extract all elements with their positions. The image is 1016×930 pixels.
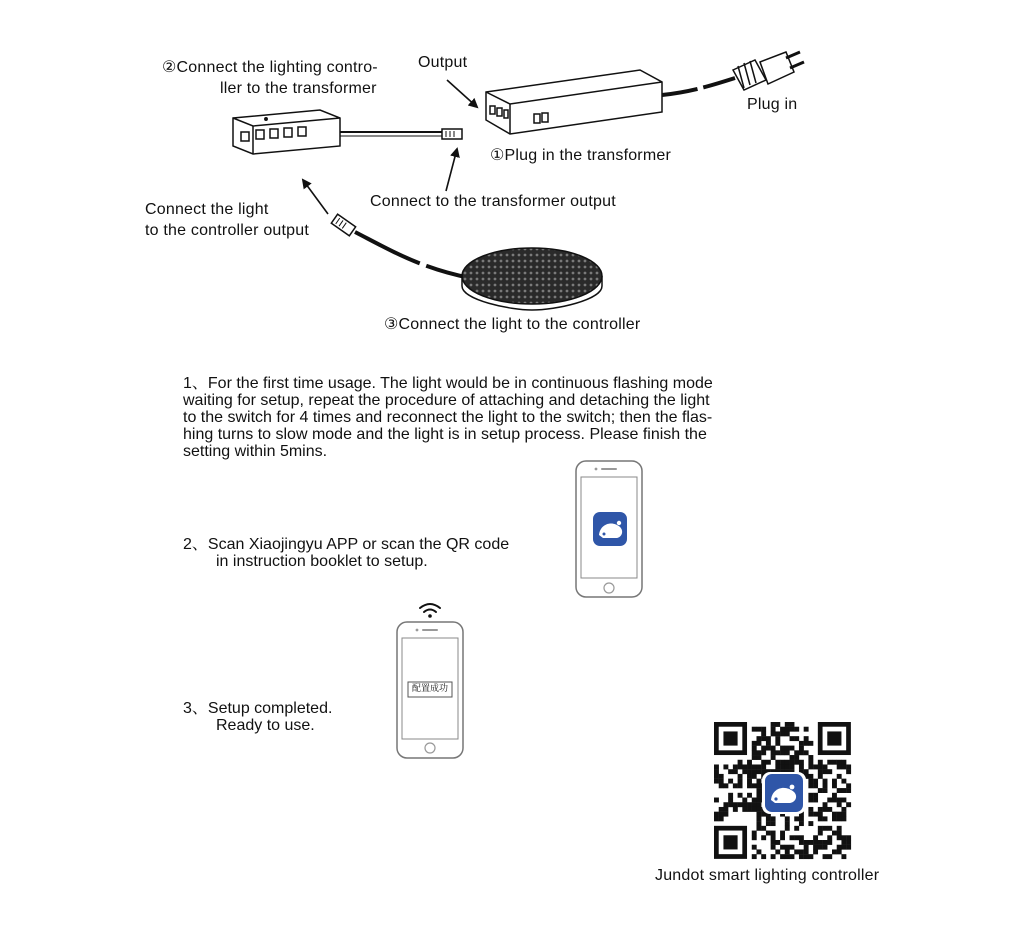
instruction-step2 [183, 536, 509, 570]
label-step1: ①Plug in the transformer [490, 147, 671, 164]
qr-app-logo-icon [762, 772, 806, 814]
label-step2-line2: ller to the transformer [220, 80, 377, 97]
label-connect-light-line1: Connect the light [145, 201, 269, 218]
step3-line: Ready to use. [216, 717, 315, 734]
qr-caption: Jundot smart lighting controller [655, 867, 880, 884]
step1-line: hing turns to slow mode and the light is in setup process. Please finish the [183, 426, 707, 443]
wifi-icon [420, 604, 440, 618]
power-plug-icon [662, 52, 804, 95]
step2-line: in instruction booklet to setup. [216, 553, 428, 570]
label-step2-line1: ②Connect the lighting contro- [162, 59, 378, 76]
instruction-step3 [183, 700, 332, 734]
step1-line: waiting for setup, repeat the procedure of attaching and detaching the light [183, 392, 710, 409]
label-output: Output [418, 54, 468, 71]
step1-line: 1、For the first time usage. The light would be in continuous flashing mode [183, 375, 713, 392]
label-plug-in: Plug in [747, 96, 798, 113]
light-puck-icon [462, 248, 602, 310]
instruction-step1 [183, 375, 713, 460]
label-connect-light-line2: to the controller output [145, 222, 310, 239]
controller-cable [340, 129, 462, 139]
arrow-to-controller [303, 180, 328, 214]
step3-line: 3、Setup completed. [183, 700, 333, 717]
label-step3: ③Connect the light to the controller [384, 316, 641, 333]
light-cable [331, 214, 470, 278]
step1-line: to the switch for 4 times and reconnect the light to the switch; then the flas- [183, 409, 713, 426]
transformer-icon [486, 70, 662, 134]
controller-icon [233, 110, 340, 154]
step1-line: setting within 5mins. [183, 443, 328, 460]
label-connect-transformer-output: Connect to the transformer output [370, 193, 616, 210]
step2-line: 2、Scan Xiaojingyu APP or scan the QR code [183, 536, 510, 553]
arrow-to-transformer [446, 149, 457, 191]
phone-success-text: 配置成功 [411, 684, 448, 694]
phone-app-icon [576, 461, 642, 597]
arrow-output [447, 80, 477, 107]
